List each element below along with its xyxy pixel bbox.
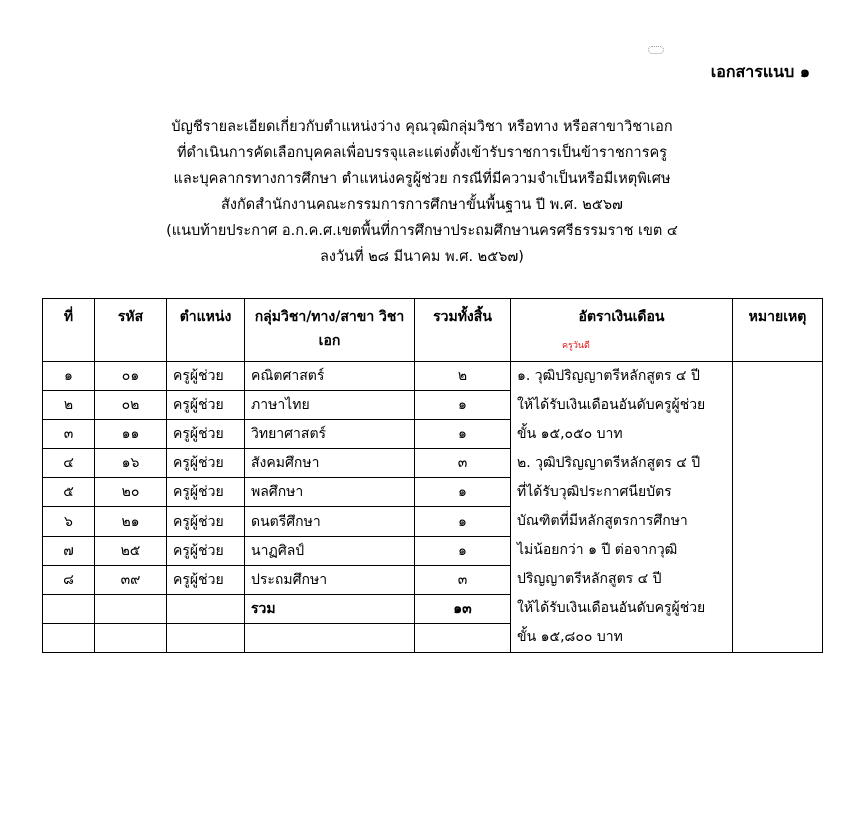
header-no: ที่ <box>43 299 95 362</box>
heading-line: บัญชีรายละเอียดเกี่ยวกับตำแหน่งว่าง คุณวุฒิกลุ่มวิชา หรือทาง หรือสาขาวิชาเอก <box>171 119 673 135</box>
heading-line: ลงวันที่ ๒๘ มีนาคม พ.ศ. ๒๕๖๗) <box>320 249 524 265</box>
header-salary: อัตราเงินเดือน <box>511 299 733 362</box>
salary-cell <box>511 362 733 653</box>
salary-line: ขั้น ๑๕,๘๐๐ บาท <box>517 629 623 645</box>
salary-line: ปริญญาตรีหลักสูตร ๔ ปี <box>517 571 662 587</box>
cell-empty <box>43 623 95 652</box>
table-row <box>43 362 823 391</box>
header-position: ตำแหน่ง <box>167 299 245 362</box>
scan-smudge <box>648 46 664 54</box>
cell-no: ๓ <box>43 420 95 449</box>
heading-line: (แนบท้ายประกาศ อ.ก.ค.ศ.เขตพื้นที่การศึกษาประถมศึกษานครศรีธรรมราช เขต ๔ <box>166 223 678 239</box>
cell-empty <box>415 623 511 652</box>
sum-total: ๑๓ <box>415 594 511 623</box>
cell-subject: สังคมศึกษา <box>245 449 415 478</box>
heading-line: สังกัดสำนักงานคณะกรรมการการศึกษาขั้นพื้นฐาน ปี พ.ศ. ๒๕๖๗ <box>221 197 623 213</box>
cell-no: ๘ <box>43 565 95 594</box>
remark-cell <box>733 362 823 653</box>
cell-total: ๑ <box>415 507 511 536</box>
cell-position: ครูผู้ช่วย <box>167 507 245 536</box>
handwritten-note: ครูวันดี <box>562 341 590 351</box>
header-subject: กลุ่มวิชา/ทาง/สาขา วิชาเอก <box>245 299 415 362</box>
cell-total: ๒ <box>415 362 511 391</box>
table-header-row <box>43 299 823 362</box>
salary-line: ไม่น้อยกว่า ๑ ปี ต่อจากวุฒิ <box>517 542 678 558</box>
cell-position: ครูผู้ช่วย <box>167 391 245 420</box>
cell-no: ๖ <box>43 507 95 536</box>
cell-no: ๔ <box>43 449 95 478</box>
cell-total: ๓ <box>415 565 511 594</box>
cell-code: ๐๑ <box>95 362 167 391</box>
cell-subject: ภาษาไทย <box>245 391 415 420</box>
salary-line: ให้ได้รับเงินเดือนอันดับครูผู้ช่วย <box>517 397 706 413</box>
salary-line: ๒. วุฒิปริญญาตรีหลักสูตร ๔ ปี <box>517 455 701 471</box>
cell-subject: นาฏศิลป์ <box>245 536 415 565</box>
cell-position: ครูผู้ช่วย <box>167 478 245 507</box>
cell-code: ๑๖ <box>95 449 167 478</box>
cell-subject: วิทยาศาสตร์ <box>245 420 415 449</box>
header-remark: หมายเหตุ <box>733 299 823 362</box>
cell-empty <box>245 623 415 652</box>
salary-line: ๑. วุฒิปริญญาตรีหลักสูตร ๔ ปี <box>517 368 700 384</box>
cell-empty <box>167 594 245 623</box>
cell-total: ๑ <box>415 536 511 565</box>
header-code: รหัส <box>95 299 167 362</box>
vacancy-table <box>42 298 823 653</box>
cell-total: ๑ <box>415 391 511 420</box>
cell-position: ครูผู้ช่วย <box>167 565 245 594</box>
header-total: รวมทั้งสิ้น <box>415 299 511 362</box>
cell-code: ๒๐ <box>95 478 167 507</box>
cell-position: ครูผู้ช่วย <box>167 449 245 478</box>
attachment-label: เอกสารแนบ ๑ <box>710 62 810 81</box>
cell-no: ๑ <box>43 362 95 391</box>
cell-total: ๑ <box>415 478 511 507</box>
document-heading <box>0 114 844 270</box>
cell-empty <box>43 594 95 623</box>
salary-line: บัณฑิตที่มีหลักสูตรการศึกษา <box>517 513 688 529</box>
cell-code: ๓๙ <box>95 565 167 594</box>
salary-line: ขั้น ๑๕,๐๕๐ บาท <box>517 426 623 442</box>
heading-line: และบุคลากรทางการศึกษา ตำแหน่งครูผู้ช่วย กรณีที่มีความจำเป็นหรือมีเหตุพิเศษ <box>173 171 671 187</box>
cell-total: ๑ <box>415 420 511 449</box>
cell-code: ๐๒ <box>95 391 167 420</box>
cell-subject: ดนตรีศึกษา <box>245 507 415 536</box>
cell-subject: ประถมศึกษา <box>245 565 415 594</box>
cell-empty <box>95 594 167 623</box>
cell-subject: คณิตศาสตร์ <box>245 362 415 391</box>
cell-position: ครูผู้ช่วย <box>167 536 245 565</box>
salary-line: ที่ได้รับวุฒิประกาศนียบัตร <box>517 484 672 500</box>
cell-position: ครูผู้ช่วย <box>167 362 245 391</box>
cell-code: ๒๑ <box>95 507 167 536</box>
cell-empty <box>95 623 167 652</box>
cell-code: ๑๑ <box>95 420 167 449</box>
cell-total: ๓ <box>415 449 511 478</box>
cell-code: ๒๕ <box>95 536 167 565</box>
cell-empty <box>167 623 245 652</box>
cell-no: ๕ <box>43 478 95 507</box>
cell-subject: พลศึกษา <box>245 478 415 507</box>
cell-no: ๗ <box>43 536 95 565</box>
cell-no: ๒ <box>43 391 95 420</box>
salary-line: ให้ได้รับเงินเดือนอันดับครูผู้ช่วย <box>517 600 706 616</box>
cell-position: ครูผู้ช่วย <box>167 420 245 449</box>
heading-line: ที่ดำเนินการคัดเลือกบุคคลเพื่อบรรจุและแต่งตั้งเข้ารับราชการเป็นข้าราชการครู <box>177 145 667 161</box>
sum-label: รวม <box>245 594 415 623</box>
